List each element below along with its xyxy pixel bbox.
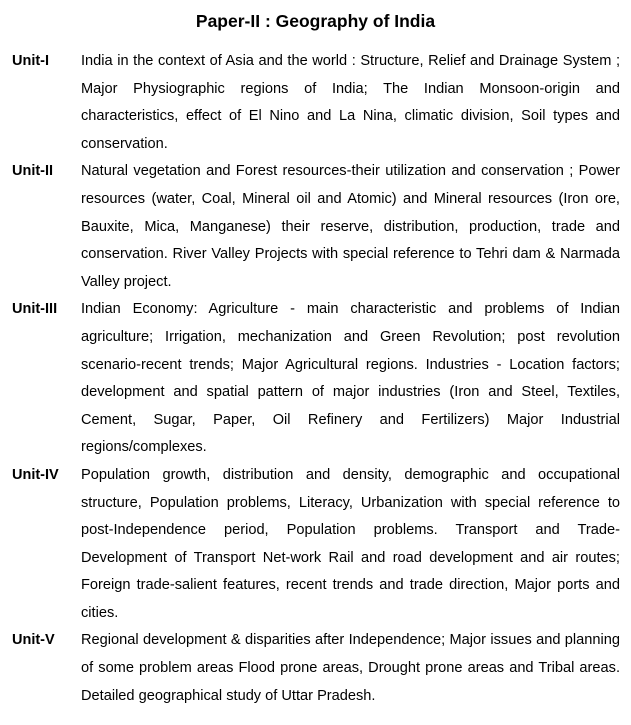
unit-label: Unit-II <box>12 163 54 180</box>
unit-label: Unit-V <box>12 632 55 649</box>
page-title: Paper-II : Geography of India <box>195 11 436 31</box>
unit-label: Unit-IV <box>12 466 59 483</box>
unit-item <box>0 627 631 710</box>
units-list <box>0 48 631 710</box>
unit-item <box>0 48 631 158</box>
unit-item <box>0 158 631 296</box>
unit-description: Indian Economy: Agriculture - main characteristic and problems of Indian agriculture; Irrigation, mechanization and Green Revolution; post revolution scenario-recent trends; Major Agricultural regions. Industries - Location factors; development and spatial pattern of major industries (Iron and Steel, Textiles, Cement, Sugar, Paper, Oil Refinery and Fertilizers) Major Industrial regions/complexes. <box>81 301 620 456</box>
unit-description: India in the context of Asia and the world : Structure, Relief and Drainage System ; Major Physiographic regions of India; The Indian Monsoon-origin and characteristics, effect of El Nino and La Nina, climatic division, Soil types and conservation. <box>81 53 620 152</box>
unit-label: Unit-I <box>12 53 50 69</box>
unit-description: Natural vegetation and Forest resources-their utilization and conservation ; Power resources (water, Coal, Mineral oil and Atomic) and Mineral resources (Iron ore, Bauxite, Mica, Manganese) their reserve, distribution, production, trade and conservation. River Valley Projects with special reference to Tehri dam & Narmada Valley project. <box>81 163 620 290</box>
unit-item <box>0 296 631 462</box>
unit-item <box>0 462 631 628</box>
unit-description: Population growth, distribution and density, demographic and occupational structure, Population problems, Literacy, Urbanization with special reference to post-Independence period, Population problems. Transport and Trade-Development of Transport Net-work Rail and road development and air routes; Foreign trade-salient features, recent trends and trade direction, Major ports and cities. <box>81 466 620 621</box>
unit-label: Unit-III <box>12 301 58 318</box>
unit-description: Regional development & disparities after Independence; Major issues and planning of some problem areas Flood prone areas, Drought prone areas and Tribal areas. Detailed geographical study of Uttar Pradesh. <box>81 632 620 704</box>
